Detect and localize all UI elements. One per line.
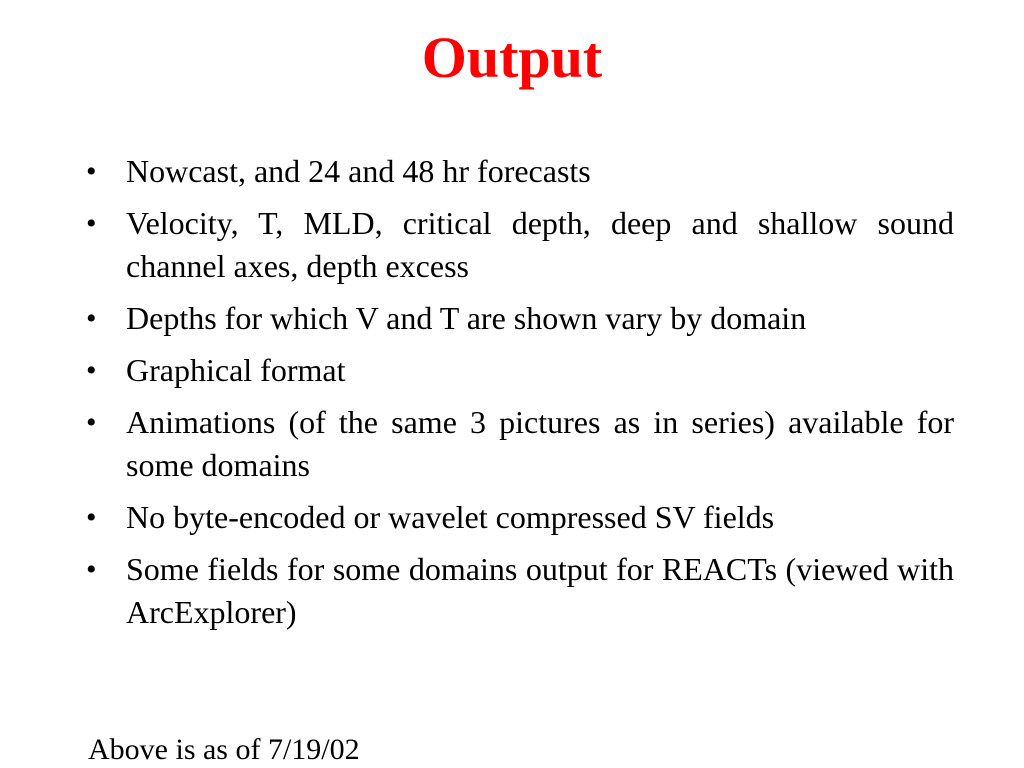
bullet-text: Depths for which V and T are shown vary by domain	[126, 300, 807, 336]
bullet-item	[80, 401, 954, 487]
bullet-list	[80, 150, 954, 643]
footer-note: Above is as of 7/19/02	[88, 733, 360, 766]
bullet-item	[80, 202, 954, 288]
bullet-icon: •	[86, 207, 97, 240]
bullet-icon: •	[86, 354, 97, 387]
bullet-icon: •	[86, 155, 97, 188]
bullet-text: Some fields for some domains output for REACTs (viewed with ArcExplorer)	[126, 551, 954, 630]
bullet-item	[80, 349, 954, 392]
bullet-icon: •	[86, 406, 97, 439]
bullet-icon: •	[86, 302, 97, 335]
bullet-item	[80, 496, 954, 539]
bullet-item	[80, 297, 954, 340]
bullet-text: Graphical format	[126, 352, 346, 388]
bullet-text: Animations (of the same 3 pictures as in series) available for some domains	[126, 404, 954, 483]
bullet-icon: •	[86, 501, 97, 534]
bullet-text: Nowcast, and 24 and 48 hr forecasts	[126, 153, 591, 189]
bullet-item	[80, 150, 954, 193]
bullet-text: No byte-encoded or wavelet compressed SV fields	[126, 499, 775, 535]
bullet-item	[80, 548, 954, 634]
bullet-icon: •	[86, 553, 97, 586]
bullet-text: Velocity, T, MLD, critical depth, deep and shallow sound channel axes, depth excess	[126, 205, 954, 284]
slide-title: Output	[421, 25, 603, 90]
